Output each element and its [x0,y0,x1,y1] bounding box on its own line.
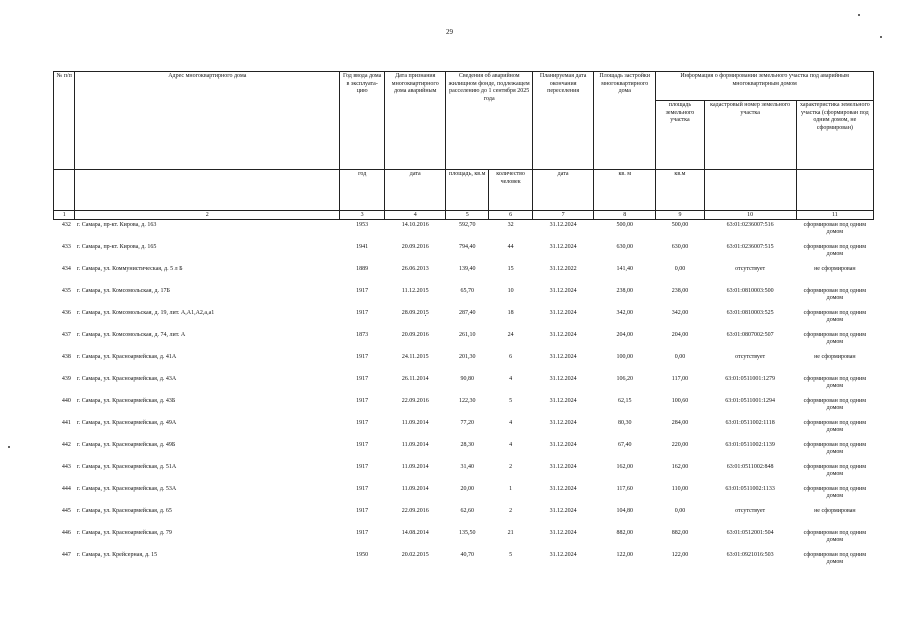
page-number: 29 [446,28,453,36]
row-planned-date: 31.12.2024 [549,464,577,470]
unit-empty [796,170,873,211]
col-number: 10 [704,211,796,220]
row-number: 444 [61,486,71,492]
row-cadastral: отсутствует [735,266,766,272]
row-people: 10 [507,288,514,294]
table-row [54,352,874,374]
row-people: 2 [509,464,513,470]
row-number: 445 [61,508,71,514]
col-number: 9 [656,211,704,220]
scan-speck [8,446,10,448]
row-cadastral: 63:01:0236007:516 [726,222,774,228]
row-building-area: 122,00 [616,552,633,558]
row-cadastral: 63:01:0511001:1279 [725,376,776,382]
table-row [54,484,874,506]
row-cadastral: отсутствует [735,354,766,360]
row-date-emergency: 22.09.2016 [401,508,429,514]
row-planned-date: 31.12.2024 [549,376,577,382]
col-number: 5 [446,211,489,220]
row-area: 90,80 [460,376,474,382]
table-row [54,396,874,418]
row-planned-date: 31.12.2024 [549,310,577,316]
row-address: г. Самара, ул. Красноармейская, д. 79 [76,530,172,536]
row-area: 794,40 [458,244,476,250]
row-address: г. Самара, ул. Комсомольская, д. 74, лит. А [76,332,186,338]
row-cadastral: 63:01:0810003:500 [726,288,774,294]
row-status: сформирован под одним домом [803,376,867,390]
row-date-emergency: 14.08.2014 [401,530,429,536]
row-status: не сформирован [814,354,856,360]
row-building-area: 67,40 [618,442,632,448]
emergency-housing-table [53,71,874,572]
row-area: 77,20 [460,420,474,426]
row-people: 5 [509,398,513,404]
row-people: 4 [509,420,513,426]
row-building-area: 500,00 [616,222,633,228]
row-land-area: 882,00 [671,530,689,536]
row-number: 439 [61,376,71,382]
header-characteristic: характеристика земельного участка (сформирован под одним домом, не сформирован) [796,101,873,170]
row-building-area: 62,15 [618,398,632,404]
row-building-area: 100,00 [616,354,633,360]
row-number: 432 [61,222,71,228]
row-planned-date: 31.12.2024 [549,288,577,294]
row-date-emergency: 20.02.2015 [401,552,429,558]
table-row [54,418,874,440]
row-area: 139,40 [458,266,476,272]
table-row [54,264,874,286]
row-people: 5 [509,552,513,558]
row-status: не сформирован [814,266,856,272]
row-year: 1917 [356,486,369,492]
row-building-area: 238,00 [616,288,633,294]
row-year: 1917 [356,398,369,404]
row-number: 441 [61,420,71,426]
row-people: 32 [507,222,514,228]
row-planned-date: 31.12.2024 [549,332,577,338]
row-date-emergency: 22.09.2016 [401,398,429,404]
row-address: г. Самара, ул. Красноармейская, д. 65 [76,508,172,514]
row-land-area: 0,00 [674,266,686,272]
row-address: г. Самара, ул. Красноармейская, д. 41А [76,354,177,360]
row-year: 1941 [356,244,369,250]
row-number: 433 [61,244,71,250]
unit-empty [75,170,340,211]
row-year: 1917 [356,354,369,360]
header-info-fund: Сведения об аварийном жилищном фонде, подлежащем расселению до 1 сентября 2025 года [446,72,533,170]
row-planned-date: 31.12.2024 [549,486,577,492]
row-land-area: 284,00 [671,420,689,426]
row-status: сформирован под одним домом [803,288,867,302]
row-land-area: 0,00 [674,508,686,514]
row-planned-date: 31.12.2024 [549,508,577,514]
row-date-emergency: 11.09.2014 [401,442,429,448]
row-land-area: 342,00 [671,310,689,316]
row-date-emergency: 11.09.2014 [401,464,429,470]
row-building-area: 117,60 [616,486,633,492]
row-people: 24 [507,332,514,338]
row-building-area: 630,00 [616,244,633,250]
row-date-emergency: 26.11.2014 [401,376,429,382]
header-address: Адрес многоквартирного дома [75,72,340,170]
row-area: 62,60 [460,508,474,514]
header-land-area: площадь земельного участка [656,101,704,170]
unit-people: количество человек [489,170,533,211]
col-number: 2 [75,211,340,220]
row-planned-date: 31.12.2024 [549,354,577,360]
row-address: г. Самара, ул. Комсомольская, д. 17Б [76,288,170,294]
table-row [54,374,874,396]
row-date-emergency: 11.12.2015 [401,288,429,294]
row-land-area: 162,00 [671,464,689,470]
row-year: 1917 [356,530,369,536]
row-date-emergency: 11.09.2014 [401,420,429,426]
row-date-emergency: 11.09.2014 [401,486,429,492]
header-date-emergency: Дата признания многоквартирного дома аварийным [385,72,446,170]
unit-year: год [340,170,385,211]
table-row [54,220,874,243]
row-number: 440 [61,398,71,404]
row-number: 438 [61,354,71,360]
row-people: 18 [507,310,514,316]
row-planned-date: 31.12.2024 [549,552,577,558]
table-row [54,330,874,352]
row-building-area: 80,30 [618,420,632,426]
row-planned-date: 31.12.2024 [549,398,577,404]
col-number: 6 [489,211,533,220]
table-body [54,220,874,573]
row-cadastral: 63:01:0810003:525 [726,310,774,316]
row-cadastral: 63:01:0921016:503 [726,552,774,558]
row-land-area: 122,00 [671,552,689,558]
unit-date: дата [385,170,446,211]
row-planned-date: 31.12.2024 [549,530,577,536]
row-address: г. Самара, ул. Красноармейская, д. 43Б [76,398,176,404]
scan-speck [880,36,882,38]
row-address: г. Самара, ул. Красноармейская, д. 49Б [76,442,176,448]
row-cadastral: 63:01:0807002:507 [726,332,774,338]
row-area: 31,40 [460,464,474,470]
col-number: 11 [796,211,873,220]
table-row [54,308,874,330]
row-land-area: 500,00 [671,222,689,228]
header-planned-date: Планируемая дата окончания переселения [533,72,594,170]
row-area: 40,70 [460,552,474,558]
row-address: г. Самара, ул. Красноармейская, д. 43А [76,376,177,382]
unit-sqm2: кв.м [656,170,704,211]
row-building-area: 342,00 [616,310,633,316]
unit-area: площадь, кв.м [446,170,489,211]
row-land-area: 630,00 [671,244,689,250]
scan-speck [858,14,860,16]
row-status: сформирован под одним домом [803,552,867,566]
row-year: 1889 [356,266,369,272]
row-date-emergency: 28.09.2015 [401,310,429,316]
row-people: 44 [507,244,514,250]
row-year: 1917 [356,310,369,316]
col-number: 1 [54,211,75,220]
row-planned-date: 31.12.2024 [549,222,577,228]
row-building-area: 104,80 [616,508,633,514]
row-year: 1917 [356,508,369,514]
row-area: 287,40 [458,310,476,316]
row-status: сформирован под одним домом [803,332,867,346]
row-year: 1953 [356,222,369,228]
row-year: 1873 [356,332,369,338]
row-address: г. Самара, ул. Красноармейская, д. 51А [76,464,177,470]
row-address: г. Самара, ул. Коммунистическая, д. 5 л Б [76,266,183,272]
row-land-area: 0,00 [674,354,686,360]
table-row [54,528,874,550]
row-date-emergency: 24.11.2015 [401,354,429,360]
row-cadastral: 63:01:0236007:515 [726,244,774,250]
row-status: сформирован под одним домом [803,244,867,258]
row-planned-date: 31.12.2024 [549,244,577,250]
row-people: 4 [509,442,513,448]
row-land-area: 100,60 [671,398,689,404]
col-number: 3 [340,211,385,220]
header-year: Год ввода дома в эксплуата-цию [340,72,385,170]
row-cadastral: 63:01:0511001:1294 [725,398,776,404]
row-status: не сформирован [814,508,856,514]
row-building-area: 204,00 [616,332,633,338]
unit-date2: дата [533,170,594,211]
unit-sqm: кв. м [594,170,656,211]
table-row [54,440,874,462]
row-building-area: 162,00 [616,464,633,470]
row-people: 15 [507,266,514,272]
row-area: 28,30 [460,442,474,448]
row-land-area: 117,00 [671,376,689,382]
row-area: 135,50 [458,530,476,536]
row-address: г. Самара, ул. Красноармейская, д. 53А [76,486,177,492]
row-date-emergency: 26.06.2013 [401,266,429,272]
row-year: 1917 [356,288,369,294]
row-year: 1917 [356,464,369,470]
row-land-area: 238,00 [671,288,689,294]
row-number: 434 [61,266,71,272]
row-address: г. Самара, пр-кт. Кирова, д. 165 [76,244,157,250]
row-cadastral: 63:01:0512001:504 [726,530,774,536]
header-land-info: Информация о формировании земельного участка под аварийным многоквартирным домом [656,72,874,101]
header-area-building: Площадь застройки многоквартирного дома [594,72,656,170]
row-area: 261,10 [458,332,476,338]
row-land-area: 204,00 [671,332,689,338]
row-number: 447 [61,552,71,558]
row-year: 1917 [356,376,369,382]
row-number: 435 [61,288,71,294]
row-status: сформирован под одним домом [803,486,867,500]
row-status: сформирован под одним домом [803,420,867,434]
row-address: г. Самара, ул. Крейсерная, д. 15 [76,552,158,558]
row-address: г. Самара, пр-кт. Кирова, д. 163 [76,222,157,228]
row-year: 1950 [356,552,369,558]
row-building-area: 141,40 [616,266,633,272]
row-number: 446 [61,530,71,536]
unit-empty [704,170,796,211]
row-cadastral: 63:01:0511002:1133 [725,486,775,492]
row-status: сформирован под одним домом [803,442,867,456]
row-status: сформирован под одним домом [803,222,867,236]
row-planned-date: 31.12.2024 [549,420,577,426]
row-date-emergency: 20.09.2016 [401,332,429,338]
row-cadastral: 63:01:0511002:848 [726,464,774,470]
row-cadastral: отсутствует [735,508,766,514]
row-people: 2 [509,508,513,514]
col-number: 7 [533,211,594,220]
unit-empty [54,170,75,211]
row-status: сформирован под одним домом [803,464,867,478]
header-number: № п/п [54,72,75,170]
col-number: 4 [385,211,446,220]
row-land-area: 220,00 [671,442,689,448]
row-land-area: 110,00 [671,486,689,492]
row-number: 437 [61,332,71,338]
row-building-area: 106,20 [616,376,633,382]
row-status: сформирован под одним домом [803,398,867,412]
row-building-area: 882,00 [616,530,633,536]
row-people: 6 [509,354,513,360]
row-number: 443 [61,464,71,470]
table-row [54,286,874,308]
row-area: 201,30 [458,354,476,360]
row-cadastral: 63:01:0511002:1118 [725,420,775,426]
header-cadastral: кадастровый номер земельного участка [704,101,796,170]
row-status: сформирован под одним домом [803,530,867,544]
row-year: 1917 [356,420,369,426]
row-people: 21 [507,530,514,536]
table-row [54,462,874,484]
row-number: 436 [61,310,71,316]
row-planned-date: 31.12.2024 [549,442,577,448]
table-row [54,242,874,264]
row-area: 20,00 [460,486,474,492]
row-number: 442 [61,442,71,448]
row-year: 1917 [356,442,369,448]
row-area: 65,70 [460,288,474,294]
col-number: 8 [594,211,656,220]
row-area: 592,70 [458,222,476,228]
row-date-emergency: 14.10.2016 [401,222,429,228]
row-address: г. Самара, ул. Комсомольская, д. 19, лит. А,А1,А2,а,а1 [76,310,215,316]
row-date-emergency: 20.09.2016 [401,244,429,250]
row-people: 4 [509,376,513,382]
row-planned-date: 31.12.2022 [549,266,577,272]
row-people: 1 [509,486,513,492]
row-area: 122,30 [458,398,476,404]
row-cadastral: 63:01:0511002:1139 [725,442,775,448]
table-row [54,506,874,528]
table-row [54,550,874,572]
row-status: сформирован под одним домом [803,310,867,324]
row-address: г. Самара, ул. Красноармейская, д. 49А [76,420,177,426]
